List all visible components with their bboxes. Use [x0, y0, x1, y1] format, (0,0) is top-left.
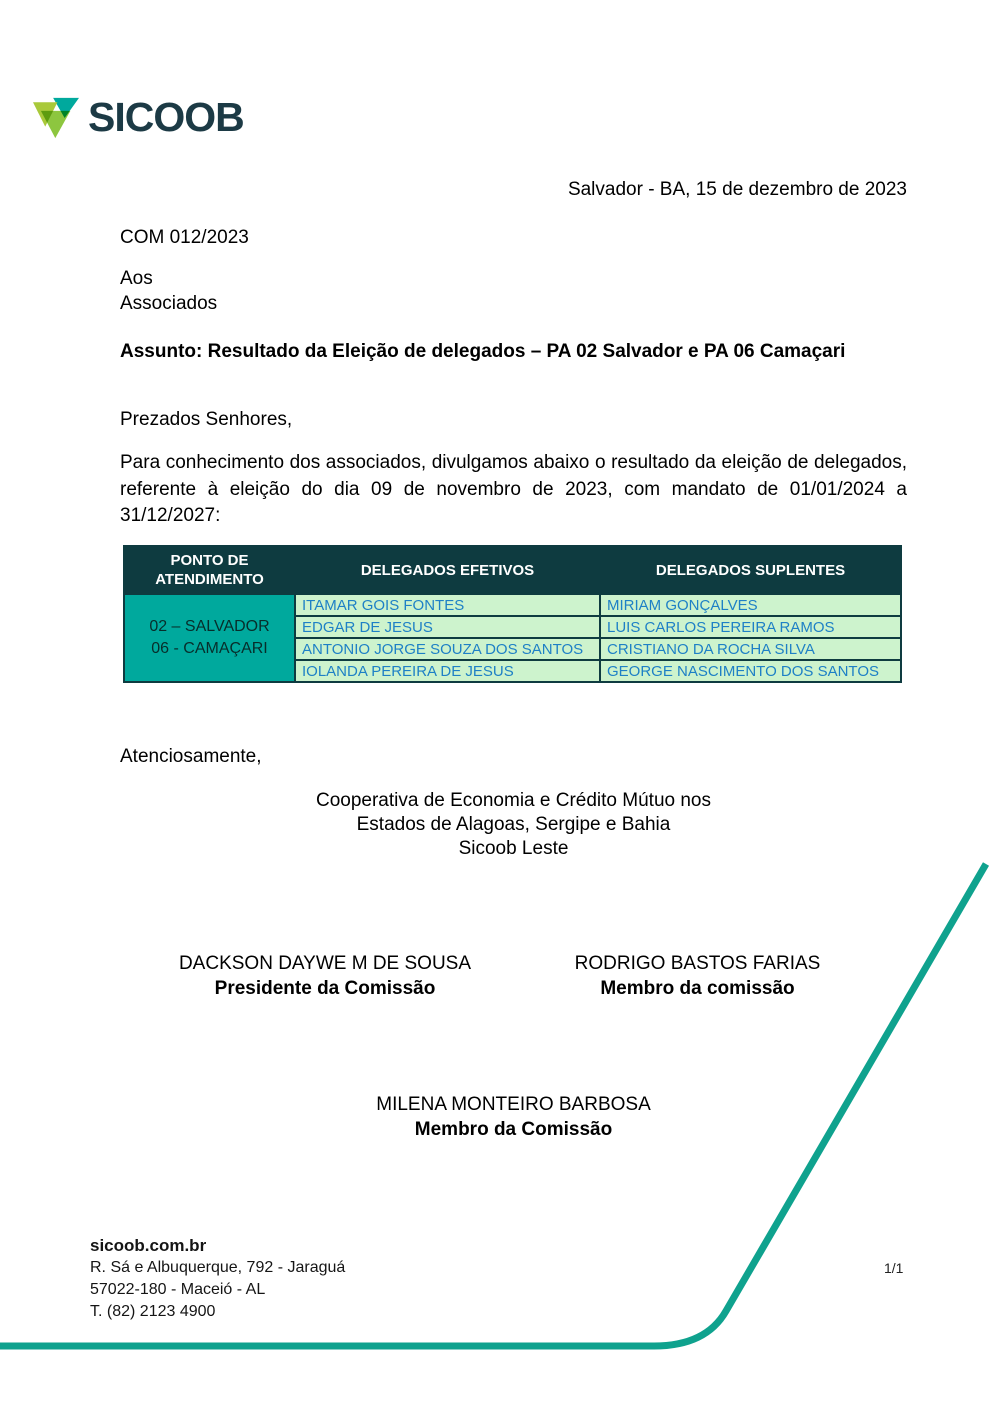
signature-role: Presidente da Comissão [214, 978, 436, 999]
footer-address-line: R. Sá e Albuquerque, 792 - Jaraguá [90, 1259, 346, 1276]
col-header-delegados-efetivos: DELEGADOS EFETIVOS [295, 546, 600, 594]
signature-name: MILENA MONTEIRO BARBOSA [376, 1094, 651, 1115]
delegado-efetivo-cell: ITAMAR GOIS FONTES [295, 594, 600, 616]
delegado-efetivo-cell: IOLANDA PEREIRA DE JESUS [295, 660, 600, 682]
footer-contact-block [90, 1235, 345, 1323]
date-line: Salvador - BA, 15 de dezembro de 2023 [567, 179, 907, 200]
sicoob-logo-icon [33, 95, 79, 141]
footer-phone: T. (82) 2123 4900 [90, 1303, 216, 1320]
delegado-efetivo-cell: ANTONIO JORGE SOUZA DOS SANTOS [295, 638, 600, 660]
organization-line: Sicoob Leste [458, 838, 569, 859]
delegates-table [123, 545, 902, 683]
closing-line: Atenciosamente, [120, 746, 262, 767]
table-row [124, 594, 901, 616]
delegado-suplente-cell: GEORGE NASCIMENTO DOS SANTOS [600, 660, 901, 682]
page-number: 1/1 [884, 1260, 904, 1276]
recipient-line: Associados [120, 293, 218, 314]
organization-block [120, 789, 907, 861]
signature-block-member-1 [515, 951, 880, 1001]
delegado-suplente-cell: CRISTIANO DA ROCHA SILVA [600, 638, 901, 660]
table-header-row [124, 546, 901, 594]
ponto-atendimento-line: 02 – SALVADOR [149, 618, 270, 635]
ponto-atendimento-cell [124, 594, 295, 682]
col-header-ponto-atendimento: PONTO DE ATENDIMENTO [124, 546, 295, 594]
subject-line: Assunto: Resultado da Eleição de delegados – PA 02 Salvador e PA 06 Camaçari [120, 341, 846, 362]
signature-name: RODRIGO BASTOS FARIAS [574, 953, 821, 974]
sicoob-wordmark: SICOOB [88, 94, 244, 140]
signature-role: Membro da Comissão [414, 1119, 613, 1140]
signature-role: Membro da comissão [600, 978, 795, 999]
delegado-suplente-cell: LUIS CARLOS PEREIRA RAMOS [600, 616, 901, 638]
footer-address-line: 57022-180 - Maceió - AL [90, 1281, 266, 1298]
sicoob-logo [33, 94, 244, 141]
signature-block-member-2 [120, 1092, 907, 1142]
ponto-atendimento-line: 06 - CAMAÇARI [151, 640, 268, 657]
salutation: Prezados Senhores, [120, 409, 293, 430]
recipient-line: Aos [120, 268, 153, 289]
col-header-delegados-suplentes: DELEGADOS SUPLENTES [600, 546, 901, 594]
organization-line: Estados de Alagoas, Sergipe e Bahia [356, 814, 671, 835]
footer-website: sicoob.com.br [90, 1236, 207, 1255]
body-paragraph: Para conhecimento dos associados, divulgamos abaixo o resultado da eleição de delegados, referente à eleição do dia 09 de novembro de 2023, com mandato de 01/01/2024 a 31/12/2027: [120, 452, 907, 526]
recipient-block [120, 266, 217, 316]
delegado-efetivo-cell: EDGAR DE JESUS [295, 616, 600, 638]
delegado-suplente-cell: MIRIAM GONÇALVES [600, 594, 901, 616]
reference-number: COM 012/2023 [120, 227, 249, 248]
organization-line: Cooperativa de Economia e Crédito Mútuo nos [315, 790, 711, 811]
signature-block-president [140, 951, 510, 1001]
delegates-table-container [123, 545, 902, 683]
signature-name: DACKSON DAYWE M DE SOUSA [178, 953, 472, 974]
